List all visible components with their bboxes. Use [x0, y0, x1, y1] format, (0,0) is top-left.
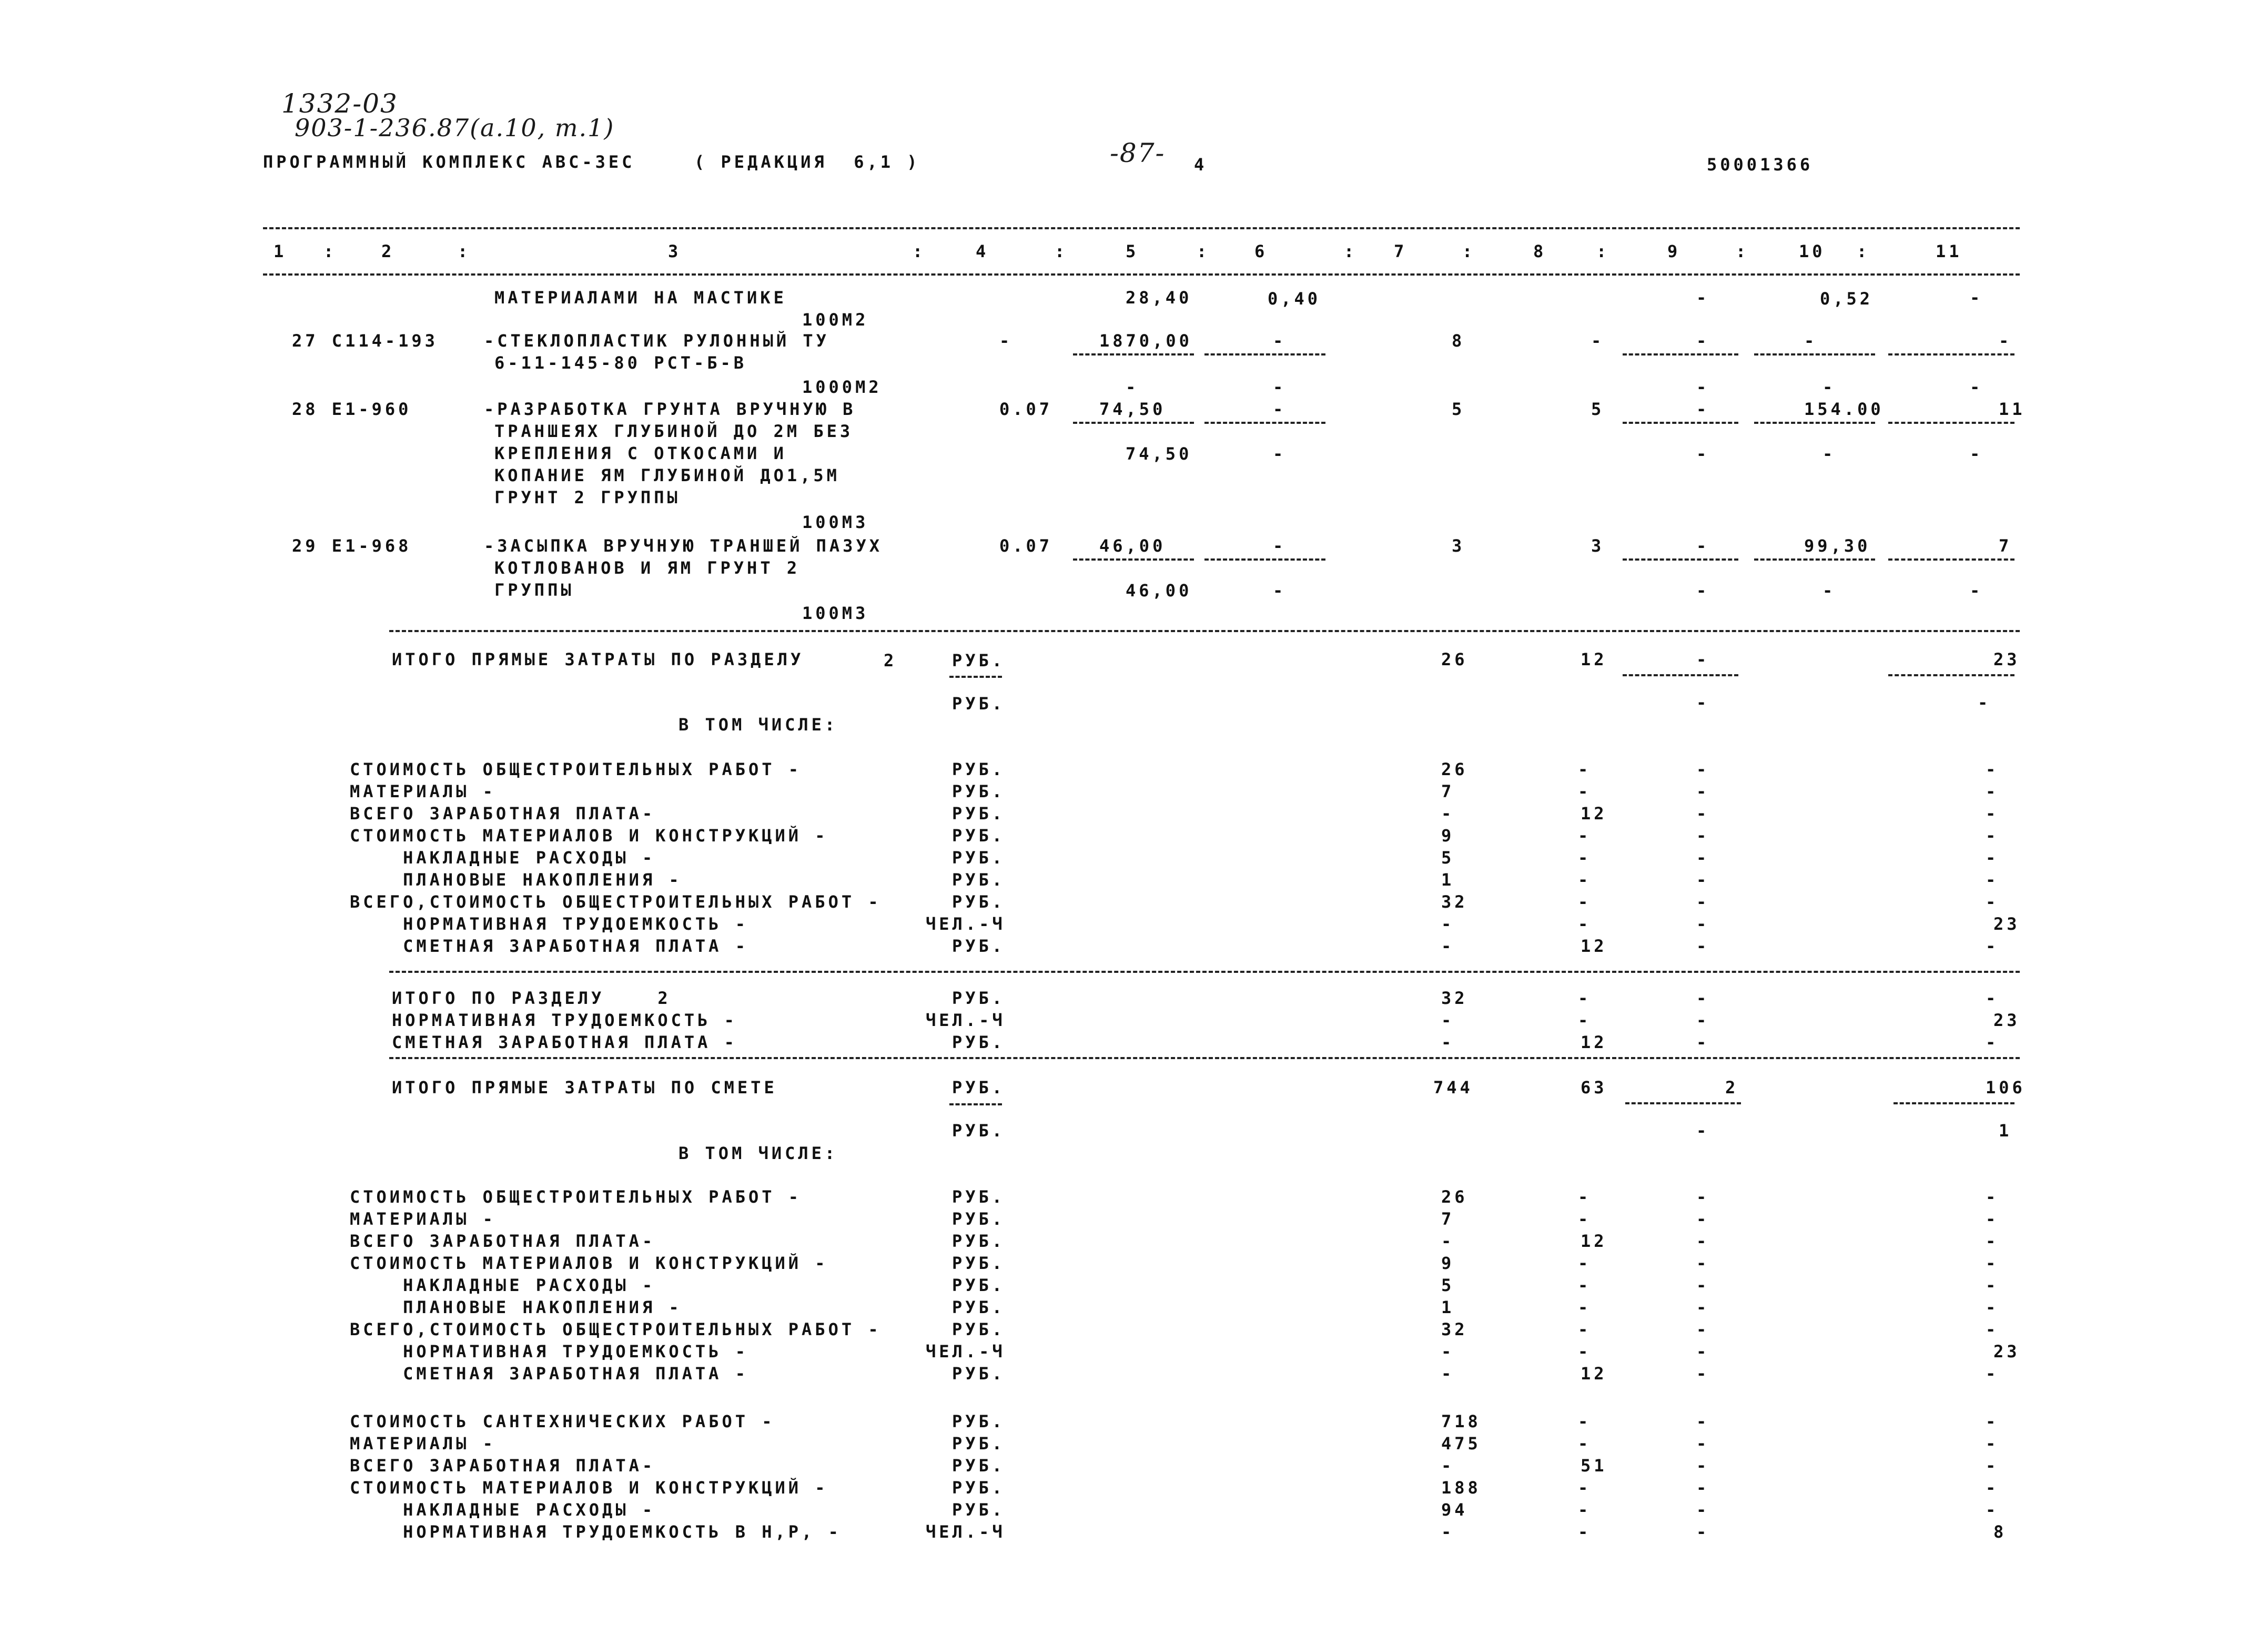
section-result-col11: 23	[1993, 1010, 2020, 1030]
section-breakdown-col8: -	[1578, 870, 1592, 890]
section-breakdown-col8: -	[1578, 826, 1592, 846]
column-number: 1	[274, 241, 287, 261]
section-breakdown-label: СТОИМОСТЬ МАТЕРИАЛОВ И КОНСТРУКЦИЙ -	[350, 826, 828, 846]
section-breakdown-col11: -	[1986, 936, 1999, 956]
section-breakdown-col11: -	[1986, 892, 1999, 912]
handwritten-page-number: -87-	[1110, 138, 1166, 168]
section-breakdown-col8: -	[1578, 848, 1592, 868]
section-breakdown-col11: -	[1986, 781, 1999, 801]
column-number: :	[1462, 241, 1476, 261]
estimate-breakdown-label: НАКЛАДНЫЕ РАСХОДЫ -	[350, 1500, 656, 1520]
section-breakdown-label: СТОИМОСТЬ ОБЩЕСТРОИТЕЛЬНЫХ РАБОТ -	[350, 759, 802, 779]
cell-col11: 23	[1993, 649, 2020, 669]
estimate-breakdown-col8: 12	[1581, 1364, 1607, 1384]
cell-col7: 3	[1452, 536, 1465, 556]
cell-col11: 11	[1999, 399, 2026, 419]
section-result-unit: РУБ.	[952, 1032, 1006, 1052]
unit-rule	[949, 1103, 1002, 1105]
cell-col5: 74,50	[1099, 399, 1166, 419]
section-breakdown-col8: -	[1578, 759, 1592, 779]
cell-col11-total: -	[1970, 377, 1983, 397]
estimate-breakdown-label: СТОИМОСТЬ МАТЕРИАЛОВ И КОНСТРУКЦИЙ -	[350, 1478, 828, 1498]
cell-col6: -	[1273, 536, 1287, 556]
section-breakdown-unit: РУБ.	[952, 759, 1006, 779]
estimate-total-unit: РУБ.	[952, 1078, 1006, 1098]
cell-col5-rule	[1073, 353, 1194, 355]
section-breakdown-col9: -	[1696, 826, 1710, 846]
estimate-breakdown-col11: -	[1986, 1364, 1999, 1384]
estimate-breakdown-col9: -	[1696, 1187, 1710, 1207]
cell-col11-total: -	[1970, 581, 1983, 601]
section-result-col8: -	[1578, 1010, 1592, 1030]
estimate-breakdown-col9: -	[1696, 1275, 1710, 1295]
estimate-breakdown-label: ВСЕГО ЗАРАБОТНАЯ ПЛАТА-	[350, 1456, 656, 1476]
estimate-breakdown-label: СТОИМОСТЬ ОБЩЕСТРОИТЕЛЬНЫХ РАБОТ -	[350, 1187, 802, 1207]
section-total-section: 2	[884, 651, 897, 670]
estimate-breakdown-unit: ЧЕЛ.-Ч	[926, 1342, 1006, 1361]
column-number: 9	[1667, 241, 1681, 261]
estimate-breakdown-unit: РУБ.	[952, 1209, 1006, 1229]
cell-col5: 28,40	[1126, 288, 1192, 308]
section-breakdown-label: НАКЛАДНЫЕ РАСХОДЫ -	[350, 848, 656, 868]
estimate-total-rule	[389, 1057, 2020, 1059]
estimate-breakdown-col7: 32	[1441, 1319, 1468, 1339]
estimate-breakdown-col9: -	[1696, 1478, 1710, 1498]
cell-col6: -	[1273, 399, 1287, 419]
cell-col5-rule	[1073, 422, 1194, 424]
cell-col9: -	[1696, 399, 1710, 419]
estimate-breakdown-col8: -	[1578, 1411, 1592, 1431]
estimate-breakdown-col8: -	[1578, 1342, 1592, 1361]
cell-col5-rule	[1073, 558, 1194, 561]
estimate-breakdown-unit: РУБ.	[952, 1231, 1006, 1251]
estimate-breakdown-label: ВСЕГО,СТОИМОСТЬ ОБЩЕСТРОИТЕЛЬНЫХ РАБОТ -	[350, 1319, 882, 1339]
section-breakdown-unit: РУБ.	[952, 892, 1006, 912]
estimate-breakdown-label: ПЛАНОВЫЕ НАКОПЛЕНИЯ -	[350, 1297, 682, 1317]
estimate-breakdown-col11: -	[1986, 1434, 1999, 1454]
section-breakdown-unit: РУБ.	[952, 781, 1006, 801]
column-number: :	[458, 241, 471, 261]
section-result-col9: -	[1696, 1032, 1710, 1052]
section-breakdown-col11: -	[1986, 826, 1999, 846]
column-number: 6	[1254, 241, 1268, 261]
handwritten-project-code: 903-1-236.87(а.10, т.1)	[295, 114, 615, 142]
column-number: :	[323, 241, 337, 261]
cell-col5-total: 74,50	[1126, 444, 1192, 464]
section-breakdown-col7: 7	[1441, 781, 1455, 801]
section-result-unit: ЧЕЛ.-Ч	[926, 1010, 1006, 1030]
cell-col6-rule	[1204, 558, 1325, 561]
section-breakdown-col8: 12	[1581, 936, 1607, 956]
estimate-breakdown-col8: -	[1578, 1522, 1592, 1542]
estimate-breakdown-label: НОРМАТИВНАЯ ТРУДОЕМКОСТЬ -	[350, 1342, 748, 1361]
estimate-breakdown-col8: -	[1578, 1253, 1592, 1273]
section-total-unit2: РУБ.	[952, 694, 1006, 714]
section-breakdown-label: ВСЕГО ЗАРАБОТНАЯ ПЛАТА-	[350, 804, 656, 824]
entry-name: 6-11-145-80 РСТ-Б-В	[494, 353, 747, 373]
entry-name: -СТЕКЛОПЛАСТИК РУЛОННЫЙ ТУ	[484, 331, 829, 351]
column-number: :	[1857, 241, 1870, 261]
column-number: 11	[1936, 241, 1962, 261]
cell-col8: 3	[1591, 536, 1605, 556]
cell-col7: 8	[1452, 331, 1465, 351]
cell-col10-rule	[1754, 558, 1875, 561]
estimate-breakdown-col9: -	[1696, 1231, 1710, 1251]
cell-col9-total: -	[1696, 581, 1710, 601]
section-result-col7: 32	[1441, 988, 1468, 1008]
cell-col9-rule	[1623, 558, 1738, 561]
estimate-breakdown-col8: -	[1578, 1319, 1592, 1339]
cell-col9-total: -	[1696, 1121, 1710, 1141]
cell-col7: 5	[1452, 399, 1465, 419]
section-breakdown-col11: -	[1986, 759, 1999, 779]
entry-unit: 1000М2	[802, 377, 882, 397]
cell-col11-rule	[1888, 674, 2014, 676]
cell-col4: -	[999, 331, 1013, 351]
estimate-breakdown-label: СТОИМОСТЬ МАТЕРИАЛОВ И КОНСТРУКЦИЙ -	[350, 1253, 828, 1273]
estimate-breakdown-col9: -	[1696, 1342, 1710, 1361]
estimate-breakdown-unit: РУБ.	[952, 1275, 1006, 1295]
estimate-breakdown-col9: -	[1696, 1522, 1710, 1542]
section-breakdown-col11: -	[1986, 804, 1999, 824]
section-breakdown-col8: -	[1578, 914, 1592, 934]
section-breakdown-col7: -	[1441, 914, 1455, 934]
section-result-rule	[389, 971, 2020, 973]
section-result-col7: -	[1441, 1010, 1455, 1030]
estimate-breakdown-col7: 9	[1441, 1253, 1455, 1273]
estimate-breakdown-label: ВСЕГО ЗАРАБОТНАЯ ПЛАТА-	[350, 1231, 656, 1251]
cell-col11-total: 1	[1999, 1121, 2012, 1141]
cell-col11-rule	[1888, 558, 2014, 561]
section-total-label: ИТОГО ПРЯМЫЕ ЗАТРАТЫ ПО РАЗДЕЛУ	[392, 649, 804, 669]
entry-name: КОПАНИЕ ЯМ ГЛУБИНОЙ ДО1,5М	[494, 465, 840, 485]
estimate-breakdown-col7: -	[1441, 1522, 1455, 1542]
section-breakdown-unit: РУБ.	[952, 936, 1006, 956]
section-breakdown-col9: -	[1696, 781, 1710, 801]
entry-name: ГРУППЫ	[494, 580, 574, 600]
estimate-breakdown-col8: -	[1578, 1275, 1592, 1295]
cell-col5: 46,00	[1099, 536, 1166, 556]
estimate-breakdown-col11: 8	[1993, 1522, 2007, 1542]
estimate-breakdown-col7: 7	[1441, 1209, 1455, 1229]
estimate-breakdown-col8: 51	[1581, 1456, 1607, 1476]
section-breakdown-unit: ЧЕЛ.-Ч	[926, 914, 1006, 934]
estimate-breakdown-unit: РУБ.	[952, 1456, 1006, 1476]
estimate-breakdown-col9: -	[1696, 1209, 1710, 1229]
section-breakdown-col8: -	[1578, 892, 1592, 912]
estimate-breakdown-col7: 475	[1441, 1434, 1481, 1454]
cell-col7: 26	[1441, 649, 1468, 669]
cell-col8: 12	[1581, 649, 1607, 669]
estimate-breakdown-col9: -	[1696, 1434, 1710, 1454]
entry-name: -РАЗРАБОТКА ГРУНТА ВРУЧНУЮ В	[484, 399, 856, 419]
cell-col6-rule	[1204, 353, 1325, 355]
cell-col11-total: -	[1970, 444, 1983, 464]
section-breakdown-label: ВСЕГО,СТОИМОСТЬ ОБЩЕСТРОИТЕЛЬНЫХ РАБОТ -	[350, 892, 882, 912]
estimate-breakdown-col11: -	[1986, 1209, 1999, 1229]
estimate-total-unit2: РУБ.	[952, 1121, 1006, 1141]
column-number: :	[1736, 241, 1749, 261]
cell-col5: 1870,00	[1099, 331, 1192, 351]
section-breakdown-col9: -	[1696, 936, 1710, 956]
cell-col11: -	[1970, 288, 1983, 308]
estimate-breakdown-col9: -	[1696, 1319, 1710, 1339]
cell-col9-total: -	[1696, 444, 1710, 464]
cell-col9: -	[1696, 536, 1710, 556]
cell-col4: 0.07	[999, 536, 1053, 556]
cell-col11-rule	[1894, 1102, 2014, 1104]
estimate-breakdown-unit: РУБ.	[952, 1253, 1006, 1273]
estimate-breakdown-col8: -	[1578, 1500, 1592, 1520]
estimate-breakdown-col11: -	[1986, 1456, 1999, 1476]
estimate-breakdown-col7: -	[1441, 1364, 1455, 1384]
cell-col11-rule	[1888, 353, 2014, 355]
section-breakdown-col8: -	[1578, 781, 1592, 801]
entry-name: ТРАНШЕЯХ ГЛУБИНОЙ ДО 2М БЕЗ	[494, 421, 854, 441]
entry-code: 28 Е1-960	[292, 399, 412, 419]
cell-col11: 7	[1999, 536, 2012, 556]
section-breakdown-col7: 5	[1441, 848, 1455, 868]
estimate-breakdown-unit: РУБ.	[952, 1319, 1006, 1339]
entry-unit: 100М3	[802, 512, 869, 532]
estimate-breakdown-label: МАТЕРИАЛЫ -	[350, 1434, 496, 1454]
cell-col9-rule	[1623, 674, 1738, 676]
estimate-breakdown-col7: 1	[1441, 1297, 1455, 1317]
entry-name: МАТЕРИАЛАМИ НА МАСТИКЕ	[494, 288, 787, 308]
section-breakdown-unit: РУБ.	[952, 804, 1006, 824]
cell-col9-rule	[1625, 1102, 1741, 1104]
entry-name: ГРУНТ 2 ГРУППЫ	[494, 487, 681, 507]
column-number: 8	[1533, 241, 1547, 261]
cell-col9-rule	[1623, 353, 1738, 355]
estimate-breakdown-unit: РУБ.	[952, 1187, 1006, 1207]
section-breakdown-label: МАТЕРИАЛЫ -	[350, 781, 496, 801]
estimate-breakdown-col11: -	[1986, 1187, 1999, 1207]
cell-col9: -	[1696, 331, 1710, 351]
estimate-breakdown-col9: -	[1696, 1411, 1710, 1431]
cell-col11-total: -	[1978, 693, 1991, 713]
estimate-breakdown-col8: -	[1578, 1297, 1592, 1317]
section-result-col11: -	[1986, 988, 1999, 1008]
entry-code: 29 Е1-968	[292, 536, 412, 556]
cell-col11: 106	[1986, 1078, 2026, 1098]
section-breakdown-col9: -	[1696, 804, 1710, 824]
cell-col10: 0,52	[1820, 289, 1874, 309]
cell-col10-total: -	[1822, 581, 1836, 601]
estimate-breakdown-col8: -	[1578, 1478, 1592, 1498]
estimate-breakdown-col11: -	[1986, 1297, 1999, 1317]
section-result-col9: -	[1696, 988, 1710, 1008]
entry-unit: 100М3	[802, 603, 869, 623]
cell-col9: -	[1696, 649, 1710, 669]
column-number: :	[913, 241, 926, 261]
estimate-breakdown-label: НОРМАТИВНАЯ ТРУДОЕМКОСТЬ В Н,Р, -	[350, 1522, 842, 1542]
estimate-breakdown-col11: -	[1986, 1253, 1999, 1273]
entry-unit: 100М2	[802, 310, 869, 330]
estimate-breakdown-label: СТОИМОСТЬ САНТЕХНИЧЕСКИХ РАБОТ -	[350, 1411, 775, 1431]
cell-col10: -	[1804, 331, 1818, 351]
cell-col6: -	[1273, 331, 1287, 351]
program-name: ПРОГРАММНЫЙ КОМПЛЕКС АВС-3ЕС	[263, 152, 635, 172]
estimate-breakdown-unit: РУБ.	[952, 1478, 1006, 1498]
section-breakdown-unit: РУБ.	[952, 848, 1006, 868]
section-breakdown-col11: 23	[1993, 914, 2020, 934]
cell-col6-total: -	[1273, 377, 1287, 397]
estimate-breakdown-col11: -	[1986, 1500, 1999, 1520]
entry-code: 27 С114-193	[292, 331, 438, 351]
column-number: :	[1344, 241, 1358, 261]
estimate-breakdown-col8: -	[1578, 1187, 1592, 1207]
estimate-breakdown-col7: -	[1441, 1231, 1455, 1251]
cell-col5-total: 46,00	[1126, 581, 1192, 601]
cell-col8: -	[1591, 331, 1605, 351]
cell-col8: 63	[1581, 1078, 1607, 1098]
section-breakdown-col7: 9	[1441, 826, 1455, 846]
section-breakdown-col9: -	[1696, 848, 1710, 868]
estimate-breakdown-col11: -	[1986, 1411, 1999, 1431]
estimate-breakdown-col9: -	[1696, 1297, 1710, 1317]
cell-col10-rule	[1754, 422, 1875, 424]
table-top-rule	[263, 227, 2020, 229]
column-number: 4	[976, 241, 989, 261]
section-breakdown-col7: 32	[1441, 892, 1468, 912]
estimate-breakdown-col9: -	[1696, 1253, 1710, 1273]
section-breakdown-col7: 1	[1441, 870, 1455, 890]
section-breakdown-col7: -	[1441, 804, 1455, 824]
estimate-breakdown-unit: РУБ.	[952, 1297, 1006, 1317]
cell-col11-rule	[1888, 422, 2014, 424]
column-number: 7	[1394, 241, 1408, 261]
section-breakdown-col9: -	[1696, 914, 1710, 934]
entry-name: КРЕПЛЕНИЯ С ОТКОСАМИ И	[494, 443, 787, 463]
handwritten-doc-number: 1332-03	[281, 88, 398, 119]
column-number: 2	[381, 241, 395, 261]
edition: ( РЕДАКЦИЯ 6,1 )	[694, 152, 920, 172]
estimate-breakdown-col11: -	[1986, 1478, 1999, 1498]
cell-col10-rule	[1754, 353, 1875, 355]
column-number: 10	[1799, 241, 1826, 261]
estimate-breakdown-col7: 188	[1441, 1478, 1481, 1498]
estimate-breakdown-unit: РУБ.	[952, 1411, 1006, 1431]
section-breakdown-unit: РУБ.	[952, 826, 1006, 846]
estimate-breakdown-label: МАТЕРИАЛЫ -	[350, 1209, 496, 1229]
section-breakdown-col11: -	[1986, 848, 1999, 868]
section-breakdown-col8: 12	[1581, 804, 1607, 824]
cell-col10: 154.00	[1804, 399, 1884, 419]
section-result-col8: -	[1578, 988, 1592, 1008]
column-number: 3	[668, 241, 682, 261]
column-number: 5	[1126, 241, 1139, 261]
cell-col10-total: -	[1822, 444, 1836, 464]
section-result-col9: -	[1696, 1010, 1710, 1030]
cell-col8: 5	[1591, 399, 1605, 419]
cell-col4: 0.07	[999, 399, 1053, 419]
cell-col9: -	[1696, 288, 1710, 308]
section-result-label: СМЕТНАЯ ЗАРАБОТНАЯ ПЛАТА -	[392, 1032, 737, 1052]
including-heading: В ТОМ ЧИСЛЕ:	[679, 1143, 838, 1163]
cell-col9-total: -	[1696, 693, 1710, 713]
section-result-unit: РУБ.	[952, 988, 1006, 1008]
column-number: :	[1197, 241, 1210, 261]
estimate-total-label: ИТОГО ПРЯМЫЕ ЗАТРАТЫ ПО СМЕТЕ	[392, 1078, 777, 1098]
section-result-label: НОРМАТИВНАЯ ТРУДОЕМКОСТЬ -	[392, 1010, 737, 1030]
cell-col5-total: -	[1126, 377, 1139, 397]
estimate-breakdown-col8: 12	[1581, 1231, 1607, 1251]
estimate-breakdown-col9: -	[1696, 1456, 1710, 1476]
section-breakdown-label: СМЕТНАЯ ЗАРАБОТНАЯ ПЛАТА -	[350, 936, 748, 956]
estimate-breakdown-col11: 23	[1993, 1342, 2020, 1361]
cell-col11: -	[1999, 331, 2012, 351]
section-breakdown-col11: -	[1986, 870, 1999, 890]
estimate-breakdown-col7: -	[1441, 1456, 1455, 1476]
section-result-label: ИТОГО ПО РАЗДЕЛУ 2	[392, 988, 671, 1008]
including-heading: В ТОМ ЧИСЛЕ:	[679, 715, 838, 735]
cell-col10-total: -	[1822, 377, 1836, 397]
cell-col9: 2	[1725, 1078, 1739, 1098]
page-digit: 4	[1194, 155, 1208, 175]
column-number: :	[1055, 241, 1068, 261]
cell-col7: 744	[1433, 1078, 1473, 1098]
estimate-breakdown-unit: ЧЕЛ.-Ч	[926, 1522, 1006, 1542]
section-result-col7: -	[1441, 1032, 1455, 1052]
column-number: :	[1596, 241, 1610, 261]
cell-col10: 99,30	[1804, 536, 1871, 556]
section-result-col8: 12	[1581, 1032, 1607, 1052]
cell-col6-total: -	[1273, 581, 1287, 601]
section-breakdown-label: НОРМАТИВНАЯ ТРУДОЕМКОСТЬ -	[350, 914, 748, 934]
estimate-breakdown-col9: -	[1696, 1500, 1710, 1520]
entry-name: КОТЛОВАНОВ И ЯМ ГРУНТ 2	[494, 558, 801, 578]
section-breakdown-unit: РУБ.	[952, 870, 1006, 890]
estimate-breakdown-label: СМЕТНАЯ ЗАРАБОТНАЯ ПЛАТА -	[350, 1364, 748, 1384]
entry-name: -ЗАСЫПКА ВРУЧНУЮ ТРАНШЕЙ ПАЗУХ	[484, 536, 883, 556]
estimate-breakdown-unit: РУБ.	[952, 1500, 1006, 1520]
estimate-breakdown-col8: -	[1578, 1209, 1592, 1229]
estimate-breakdown-col11: -	[1986, 1231, 1999, 1251]
estimate-breakdown-col7: 5	[1441, 1275, 1455, 1295]
section-breakdown-col7: -	[1441, 936, 1455, 956]
cell-col6-rule	[1204, 422, 1325, 424]
estimate-breakdown-col7: 94	[1441, 1500, 1468, 1520]
unit-rule	[949, 676, 1002, 678]
estimate-breakdown-unit: РУБ.	[952, 1364, 1006, 1384]
section-total-unit: РУБ.	[952, 651, 1006, 670]
estimate-breakdown-col9: -	[1696, 1364, 1710, 1384]
estimate-breakdown-label: НАКЛАДНЫЕ РАСХОДЫ -	[350, 1275, 656, 1295]
cell-col9-rule	[1623, 422, 1738, 424]
estimate-breakdown-col7: 26	[1441, 1187, 1468, 1207]
estimate-breakdown-col11: -	[1986, 1319, 1999, 1339]
estimate-breakdown-col11: -	[1986, 1275, 1999, 1295]
cell-col9-total: -	[1696, 377, 1710, 397]
section-result-col11: -	[1986, 1032, 1999, 1052]
section-breakdown-col9: -	[1696, 870, 1710, 890]
cell-col6-total: -	[1273, 444, 1287, 464]
document-code: 50001366	[1707, 155, 1814, 175]
estimate-breakdown-col7: 718	[1441, 1411, 1481, 1431]
section-total-rule	[389, 630, 2020, 632]
column-header-rule	[263, 273, 2020, 276]
estimate-breakdown-unit: РУБ.	[952, 1434, 1006, 1454]
section-breakdown-col9: -	[1696, 759, 1710, 779]
section-breakdown-label: ПЛАНОВЫЕ НАКОПЛЕНИЯ -	[350, 870, 682, 890]
section-breakdown-col9: -	[1696, 892, 1710, 912]
cell-col6: 0,40	[1268, 289, 1321, 309]
estimate-breakdown-col7: -	[1441, 1342, 1455, 1361]
estimate-breakdown-col8: -	[1578, 1434, 1592, 1454]
section-breakdown-col7: 26	[1441, 759, 1468, 779]
